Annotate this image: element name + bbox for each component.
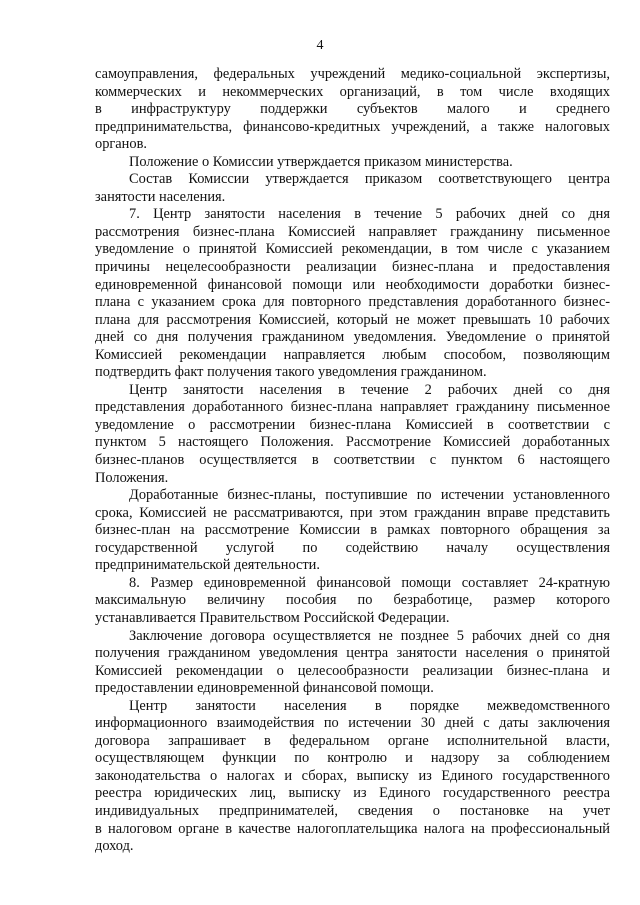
paragraph-7-line-1: 8. Размер единовременной финансовой помощи составляет 24-кратную [129,574,610,591]
paragraph-9-line-6: реестра юридических лиц, выписку из Единого государственного реестра [95,785,610,802]
paragraph-5-line-5: бизнес-планов осуществляется в соответствии с пунктом 6 настоящего [95,452,610,469]
paragraph-5-line-3: уведомление о рассмотрении бизнес-плана Комиссией в соответствии с [95,416,610,433]
paragraph-4-line-1: 7. Центр занятости населения в течение 5 рабочих дней со дня [129,206,610,223]
paragraph-4-line-2: рассмотрения бизнес-плана Комиссией направляет гражданину письменное [95,223,610,240]
document-body [95,66,610,856]
paragraph-1-line-3: в инфраструктуру поддержки субъектов малого и среднего [95,101,610,118]
paragraph-9-line-5: законодательства о налогах и сборах, выписку из Единого государственного [95,767,610,784]
paragraph-8-line-1: Заключение договора осуществляется не позднее 5 рабочих дней со дня [129,627,610,644]
paragraph-4-line-10: подтвердить факт получения такого уведомления гражданином. [95,364,487,381]
paragraph-4-line-5: единовременной финансовой помощи или необходимости доработки бизнес- [95,276,610,293]
paragraph-4-line-6: плана с указанием срока для повторного представления доработанного бизнес- [95,294,610,311]
paragraph-6-line-5: предпринимательской деятельности. [95,557,320,574]
paragraph-5-line-1: Центр занятости населения в течение 2 рабочих дней со дня [129,381,610,398]
paragraph-5-line-6: Положения. [95,469,169,486]
paragraph-7-line-2: максимальную величину пособия по безработице, размер которого [95,592,610,609]
paragraph-1-line-4: предпринимательства, финансово-кредитных учреждений, а также налоговых [95,118,610,135]
paragraph-9-line-9: доход. [95,838,134,855]
paragraph-9-line-3: договора запрашивает в федеральном органе исполнительной власти, [95,732,610,749]
paragraph-9-line-4: осуществляющем функции по контролю и надзору за соблюдением [95,750,610,767]
paragraph-7-line-3: устанавливается Правительством Российской Федерации. [95,609,450,626]
paragraph-4-line-7: плана для рассмотрения Комиссией, который не может превышать 10 рабочих [95,311,610,328]
paragraph-8-line-2: получения гражданином уведомления центра занятости населения о принятой [95,645,610,662]
paragraph-5-line-4: пунктом 5 настоящего Положения. Рассмотрение Комиссией доработанных [95,434,610,451]
page-number: 4 [316,38,324,53]
paragraph-6-line-2: срока, Комиссией не рассматриваются, при этом гражданин вправе представить [95,504,610,521]
paragraph-1-line-2: коммерческих и некоммерческих организаций, в том числе входящих [95,83,610,100]
paragraph-4-line-8: дней со дня получения гражданином уведомления. Уведомление о принятой [95,329,610,346]
paragraph-8-line-3: Комиссией рекомендации о целесообразности реализации бизнес-плана и [95,662,610,679]
paragraph-9-line-2: информационного взаимодействия по истечении 30 дней с даты заключения [95,715,610,732]
paragraph-6-line-1: Доработанные бизнес-планы, поступившие по истечении установленного [129,487,610,504]
paragraph-4-line-3: уведомление о принятой Комиссией рекомендации, в том числе с указанием [95,241,610,258]
paragraph-3-line-1: Состав Комиссии утверждается приказом соответствующего центра [129,171,610,188]
paragraph-5-line-2: представления доработанного бизнес-плана направляет гражданину письменное [95,399,610,416]
paragraph-4-line-4: причины нецелесообразности реализации бизнес-плана и предоставления [95,259,610,276]
paragraph-3-line-2: занятости населения. [95,188,226,205]
paragraph-2-line-1: Положение о Комиссии утверждается приказом министерства. [129,153,513,170]
paragraph-6-line-3: бизнес-план на рассмотрение Комиссии в рамках повторного обращения за [95,522,610,539]
paragraph-6-line-4: государственной услугой по содействию началу осуществления [95,539,610,556]
paragraph-8-line-4: предоставлении единовременной финансовой помощи. [95,680,434,697]
paragraph-9-line-7: индивидуальных предпринимателей, сведения о постановке на учет [95,802,610,819]
paragraph-4-line-9: Комиссией рекомендации направляется любым способом, позволяющим [95,346,610,363]
paragraph-1-line-5: органов. [95,136,147,153]
paragraph-9-line-8: в налоговом органе в качестве налогоплательщика налога на профессиональный [95,820,610,837]
paragraph-1-line-1: самоуправления, федеральных учреждений медико-социальной экспертизы, [95,66,610,82]
paragraph-9-line-1: Центр занятости населения в порядке межведомственного [129,697,610,714]
